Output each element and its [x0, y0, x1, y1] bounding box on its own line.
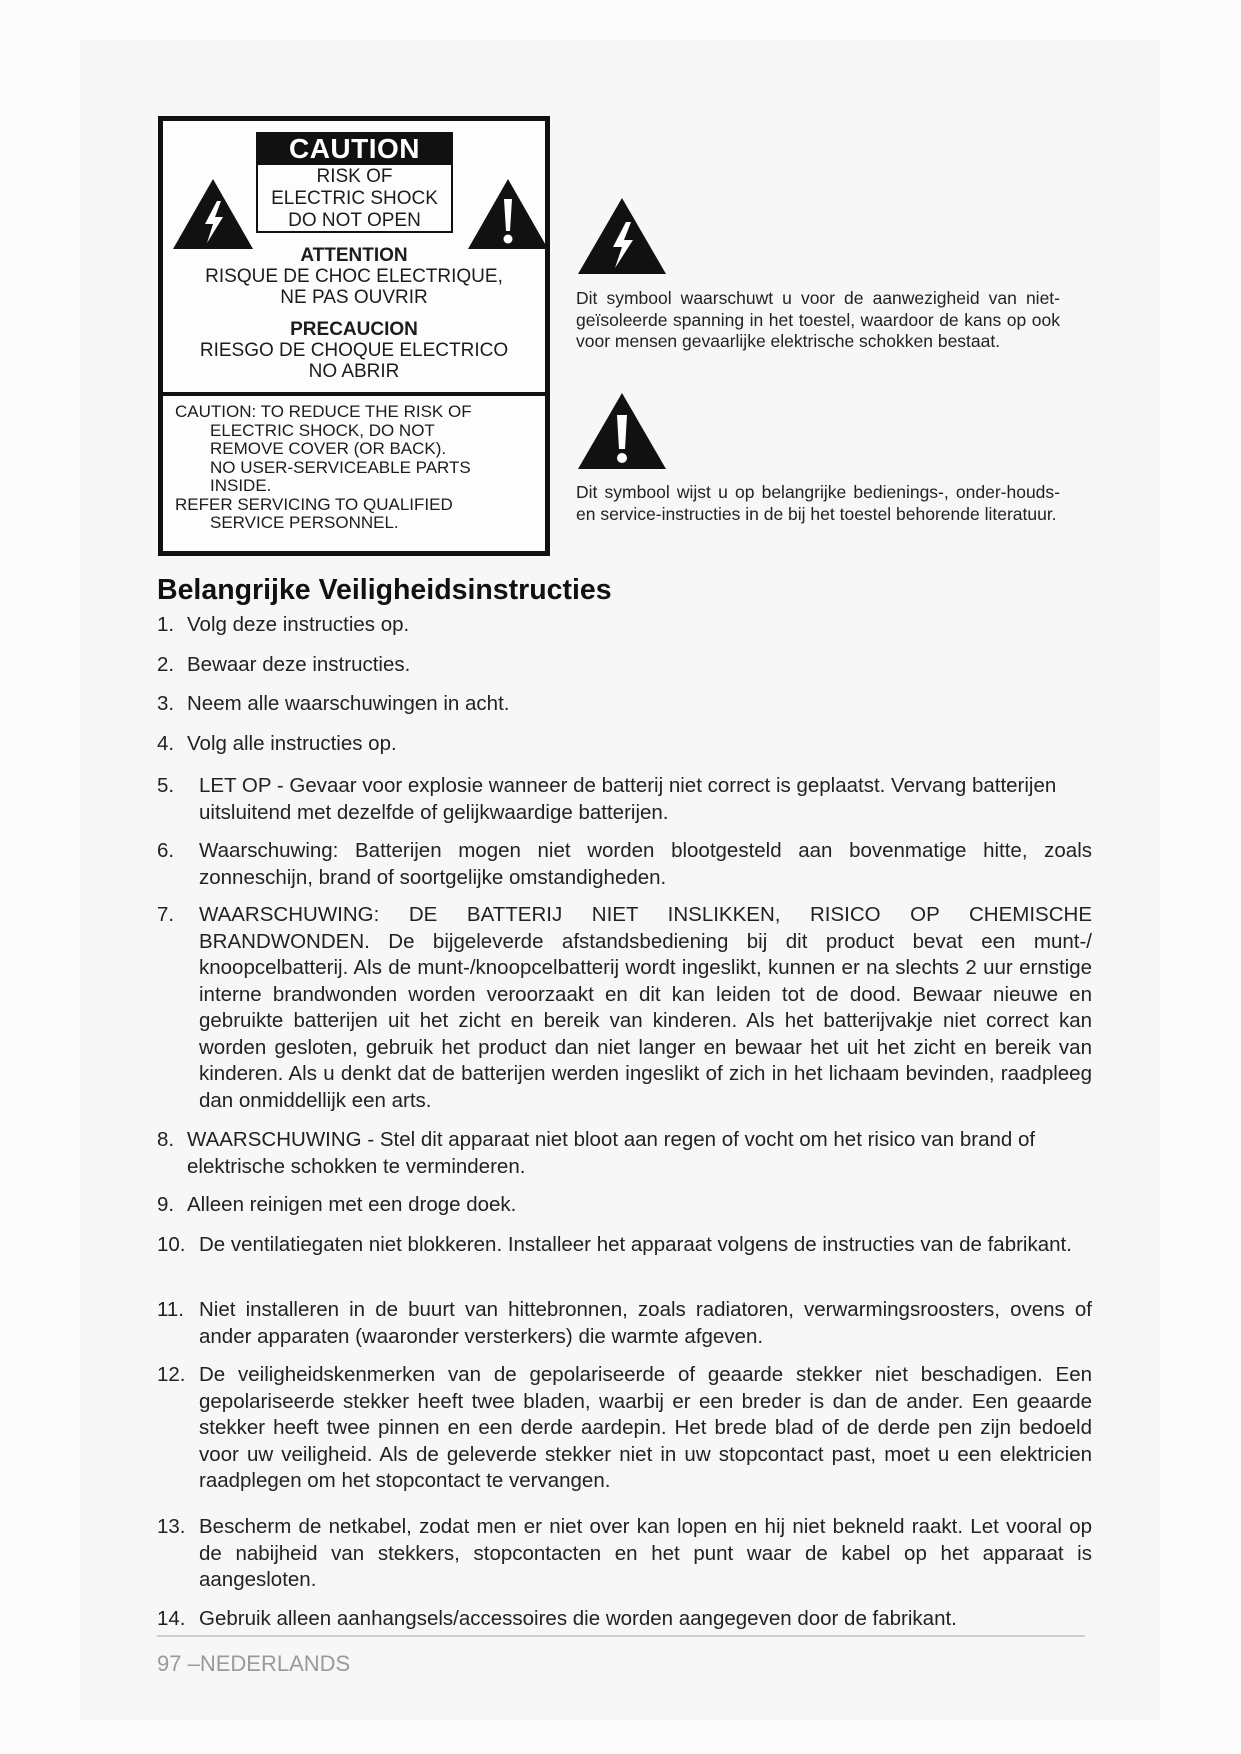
warning-line: NO USER-SERVICEABLE PARTS	[210, 457, 471, 477]
item-text: LET OP - Gevaar voor explosie wanneer de batterij niet correct is geplaatst. Vervang batterijen uitsluitend met dezelfde of gelijkwaardige batterijen.	[199, 774, 1057, 824]
item-text: Alleen reinigen met een droge doek.	[187, 1193, 517, 1216]
caution-heading: CAUTION	[256, 132, 453, 165]
attention-heading: ATTENTION	[300, 245, 408, 266]
item-number: 13.	[157, 1515, 186, 1538]
exclamation-symbol-explanation: Dit symbool wijst u op belangrijke bedienings-, onder-houds- en service-instructies in de bij het toestel behorende literatuur.	[576, 482, 1060, 524]
item-number: 12.	[157, 1363, 186, 1386]
caution-label-box	[158, 116, 550, 556]
item-number: 5.	[157, 774, 175, 797]
risk-line: RISK OF	[316, 166, 393, 187]
page-footer: 97 –NEDERLANDS	[157, 1651, 351, 1676]
item-number: 8.	[157, 1128, 175, 1151]
exclamation-warning-icon	[466, 177, 550, 251]
exclamation-symbol-icon	[576, 391, 668, 471]
item-number: 9.	[157, 1193, 175, 1216]
attention-line: NE PAS OUVRIR	[280, 287, 428, 308]
footer-divider	[157, 1635, 1085, 1637]
warning-line: REFER SERVICING TO QUALIFIED	[175, 494, 453, 514]
precaucion-line: RIESGO DE CHOQUE ELECTRICO	[199, 340, 509, 361]
risk-line: DO NOT OPEN	[288, 210, 421, 231]
precaucion-heading: PRECAUCION	[290, 319, 418, 340]
item-text: Niet installeren in de buurt van hittebronnen, zoals radiatoren, verwarmingsroosters, ovens of ander apparaten (waaronder versterkers) die warmte afgeven.	[199, 1298, 1092, 1348]
warning-line: INSIDE.	[210, 476, 272, 495]
lightning-symbol-icon	[576, 196, 668, 276]
item-text: WAARSCHUWING: DE BATTERIJ NIET INSLIKKEN, RISICO OP CHEMISCHE BRANDWONDEN. De bijgeleverde afstandsbediening bij dit product bevat een munt-/ knoopcelbatterij. Als de munt-/knoopcelbatterij wordt ingeslikt, kunnen er na slechts 2 uur ernstige interne brandwonden worden veroorzaakt en dit kan leiden tot de dood. Bewaar nieuwe en gebruikte batterijen uit het zicht en bereik van kinderen. Als het batterijvakje niet correct kan worden gesloten, gebruik het product dan niet langer en bewaar het uit het zicht en bereik van kinderen. Als u denkt dat de batterijen werden ingeslikt of zich in het lichaam bevinden, raadpleeg dan onmiddellijk een arts.	[199, 903, 1092, 1112]
item-number: 1.	[157, 613, 175, 636]
risk-of-shock-text	[256, 165, 453, 233]
risk-line: ELECTRIC SHOCK	[271, 188, 438, 209]
item-text: Gebruik alleen aanhangsels/accessoires die worden aangegeven door de fabrikant.	[199, 1607, 957, 1630]
caution-service-warning	[175, 403, 539, 533]
item-number: 7.	[157, 903, 175, 926]
item-number: 11.	[157, 1298, 184, 1321]
warning-line: CAUTION: TO REDUCE THE RISK OF	[175, 402, 472, 421]
warning-line: SERVICE PERSONNEL.	[210, 513, 399, 532]
item-text: Volg deze instructies op.	[187, 613, 410, 636]
caution-top-section	[163, 121, 545, 396]
page-title: Belangrijke Veiligheidsinstructies	[157, 574, 612, 606]
item-number: 4.	[157, 732, 175, 755]
warning-line: ELECTRIC SHOCK, DO NOT	[210, 420, 435, 440]
electric-shock-warning-icon	[171, 177, 255, 251]
lightning-symbol-explanation: Dit symbool waarschuwt u voor de aanwezigheid van niet-geïsoleerde spanning in het toestel, waardoor de kans op ook voor mensen gevaarlijke elektrische schokken bestaat.	[576, 288, 1060, 351]
warning-line: REMOVE COVER (OR BACK).	[210, 439, 447, 458]
item-text: De veiligheidskenmerken van de gepolariseerde of geaarde stekker niet beschadigen. Een gepolariseerde stekker heeft twee bladen, waarbij er een breder is dan de ander. Een geaarde stekker heeft twee pinnen en een derde aardepin. Het brede blad of de derde pen zijn bedoeld voor uw veiligheid. Als de geleverde stekker niet in uw stopcontact past, moet u een elektricien raadplegen om het stopcontact te vervangen.	[199, 1363, 1092, 1492]
item-text: WAARSCHUWING - Stel dit apparaat niet bloot aan regen of vocht om het risico van brand of elektrische schokken te verminderen.	[187, 1128, 1036, 1178]
item-text: Bewaar deze instructies.	[187, 653, 411, 676]
item-text: Neem alle waarschuwingen in acht.	[187, 692, 510, 715]
precaucion-line: NO ABRIR	[308, 361, 400, 382]
item-number: 3.	[157, 692, 175, 715]
precaucion-spanish	[163, 319, 545, 382]
item-number: 2.	[157, 653, 175, 676]
attention-french	[163, 245, 545, 308]
item-number: 6.	[157, 839, 175, 862]
item-text: Waarschuwing: Batterijen mogen niet worden blootgesteld aan bovenmatige hitte, zoals zonneschijn, brand of soortgelijke omstandigheden.	[199, 839, 1092, 889]
attention-line: RISQUE DE CHOC ELECTRIQUE,	[205, 266, 503, 287]
item-text: Bescherm de netkabel, zodat men er niet over kan lopen en hij niet bekneld raakt. Let vooral op de nabijheid van stekkers, stopcontacten en het punt waar de kabel op het apparaat is aangesloten.	[199, 1515, 1092, 1591]
item-number: 10.	[157, 1233, 186, 1256]
item-number: 14.	[157, 1607, 186, 1630]
item-text: De ventilatiegaten niet blokkeren. Installeer het apparaat volgens de instructies van de fabrikant.	[199, 1233, 1072, 1256]
item-text: Volg alle instructies op.	[187, 732, 397, 755]
